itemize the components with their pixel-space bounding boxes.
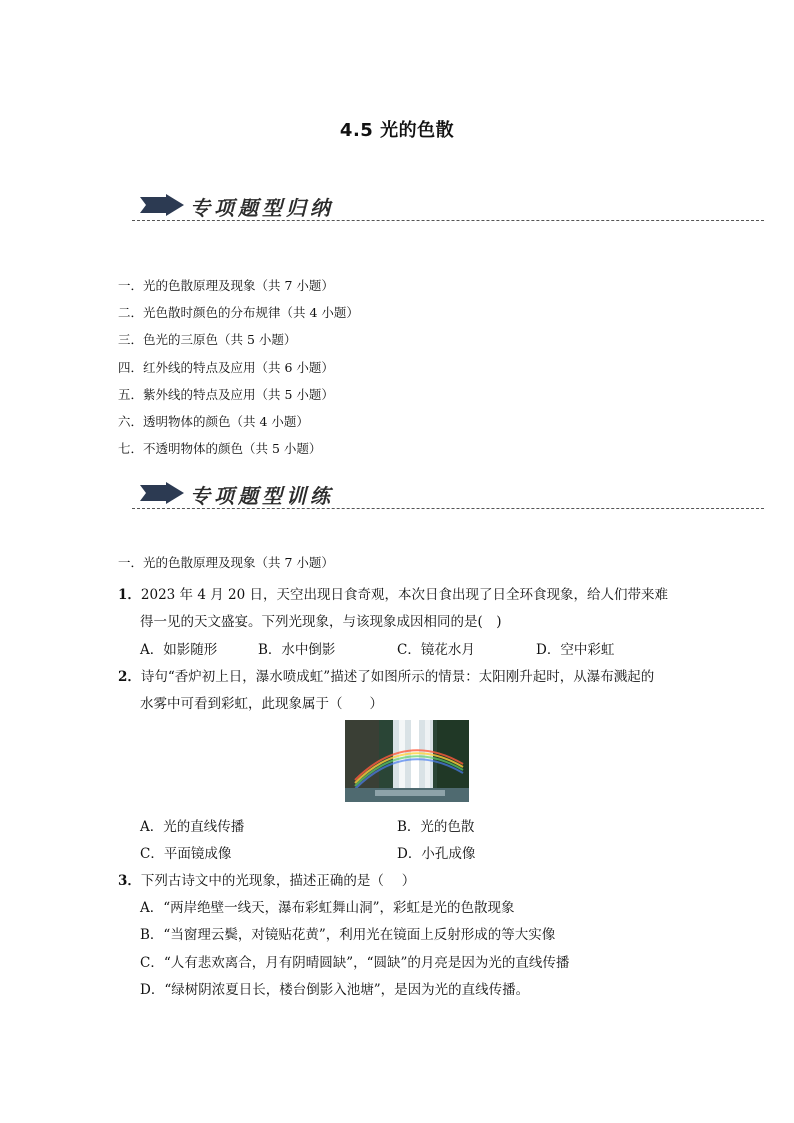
- arrow-icon: [140, 194, 184, 216]
- question-number: 2．: [118, 669, 141, 685]
- option-a: A．如影随形: [140, 642, 218, 658]
- option-b: B．水中倒影: [258, 642, 336, 658]
- topic-item: 三．色光的三原色（共 5 小题）: [118, 332, 297, 348]
- banner-label: 专项题型训练: [190, 484, 334, 508]
- waterfall-rainbow-image: [345, 720, 469, 802]
- dashed-divider: [132, 508, 764, 509]
- banner-label: 专项题型归纳: [190, 196, 334, 220]
- topic-item: 一．光的色散原理及现象（共 7 小题）: [118, 278, 334, 293]
- option-d: D．空中彩虹: [536, 642, 615, 658]
- option-a: A．“两岸绝壁一线天，瀑布彩虹舞山洞”，彩虹是光的色散现象: [140, 900, 515, 916]
- option-b: B．“当窗理云鬓，对镜贴花黄”，利用光在镜面上反射形成的等大实像: [140, 927, 556, 943]
- option-c: C．“人有悲欢离合，月有阴晴圆缺”，“圆缺”的月亮是因为光的直线传播: [140, 955, 570, 971]
- section-heading: 一．光的色散原理及现象（共 7 小题）: [118, 555, 334, 570]
- topic-item: 七．不透明物体的颜色（共 5 小题）: [118, 441, 322, 457]
- topic-item: 二．光色散时颜色的分布规律（共 4 小题）: [118, 305, 359, 321]
- arrow-icon: [140, 482, 184, 504]
- topic-item: 五．紫外线的特点及应用（共 5 小题）: [118, 386, 334, 402]
- option-d: D．“绿树阴浓夏日长，楼台倒影入池塘”，是因为光的直线传播。: [140, 982, 530, 998]
- section-banner-summary: [132, 190, 764, 224]
- topic-item: 六．透明物体的颜色（共 4 小题）: [118, 413, 309, 429]
- question-1: [118, 583, 668, 603]
- option-d: D．小孔成像: [397, 846, 476, 862]
- dashed-divider: [132, 220, 764, 221]
- question-number: 3．: [118, 873, 141, 889]
- question-number: 1．: [118, 587, 141, 603]
- question-text: 下列古诗文中的光现象，描述正确的是（ ）: [140, 873, 416, 889]
- page-title: 4.5 光的色散: [339, 120, 455, 141]
- question-text-cont: 水雾中可看到彩虹，此现象属于（ ）: [140, 696, 383, 712]
- option-c: C．镜花水月: [397, 642, 475, 658]
- topic-list: [118, 272, 359, 462]
- question-text: 诗句“香炉初上日，瀑水喷成虹”描述了如图所示的情景：太阳刚升起时，从瀑布溅起的: [140, 669, 655, 685]
- section-banner-practice: [132, 478, 764, 512]
- question-text-cont: 得一见的天文盛宴。下列光现象，与该现象成因相同的是( ): [140, 614, 502, 630]
- topic-item: 四．红外线的特点及应用（共 6 小题）: [118, 359, 334, 375]
- option-a: A．光的直线传播: [140, 819, 245, 835]
- question-3: [118, 869, 415, 889]
- option-b: B．光的色散: [397, 819, 475, 835]
- option-c: C．平面镜成像: [140, 846, 232, 862]
- question-text: 2023 年 4 月 20 日，天空出现日食奇观，本次日食出现了日全环食现象，给人们带来难: [140, 587, 668, 603]
- question-2: [118, 665, 654, 685]
